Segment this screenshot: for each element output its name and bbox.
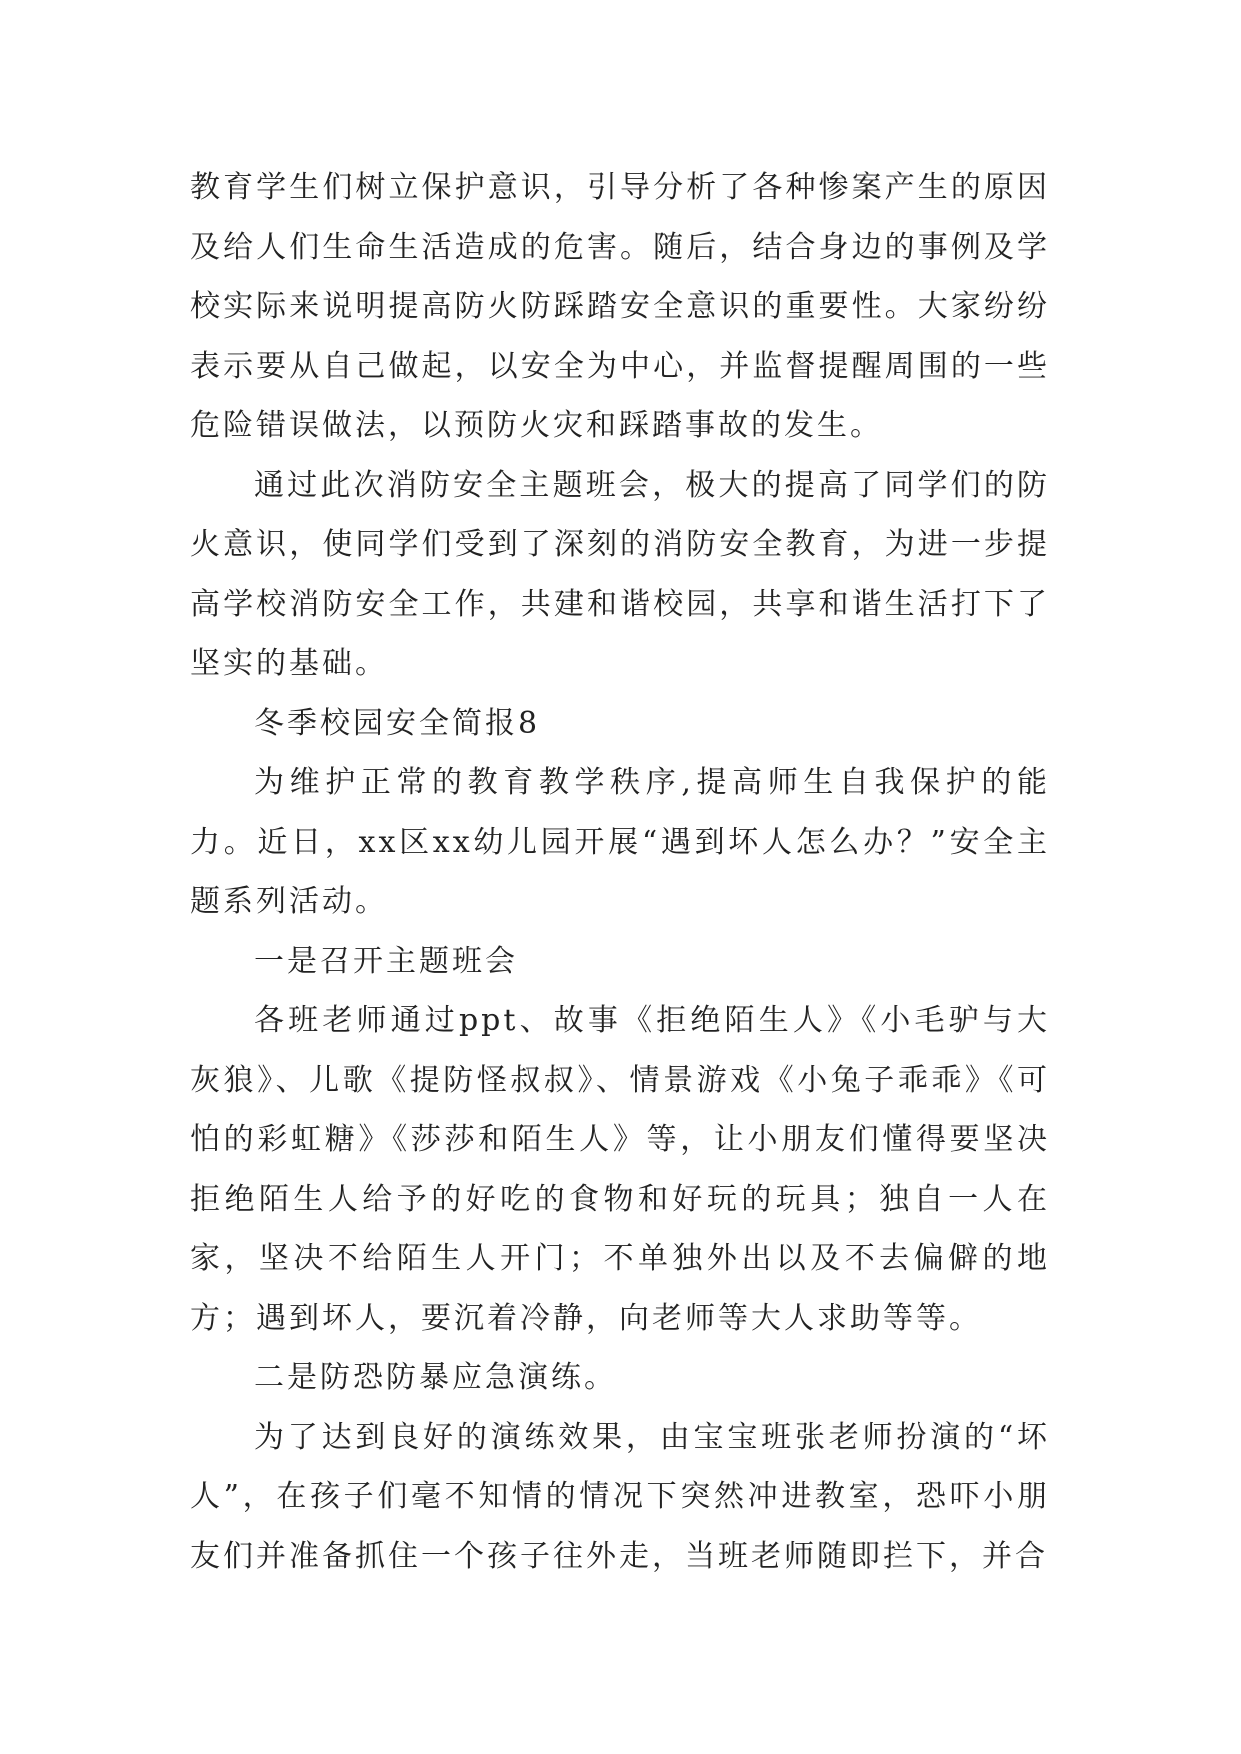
section-heading: 冬季校园安全简报8	[254, 705, 541, 741]
section-heading: 二是防恐防暴应急演练。	[254, 1360, 617, 1395]
paragraph: 通过此次消防安全主题班会，极大的提高了同学们的防火意识，使同学们受到了深刻的消防安全教育，为进一步提高学校消防安全工作，共建和谐校园，共享和谐生活打下了坚实的基础。	[190, 467, 1050, 681]
paragraph: 为维护正常的教育教学秩序,提高师生自我保护的能力。近日，xx区xx幼儿园开展“遇到坏人怎么办？”安全主题系列活动。	[190, 765, 1050, 919]
paragraph: 各班老师通过ppt、故事《拒绝陌生人》《小毛驴与大灰狼》、儿歌《提防怪叔叔》、情景游戏《小兔子乖乖》《可怕的彩虹糖》《莎莎和陌生人》等，让小朋友们懂得要坚决拒绝陌生人给予的好吃的食物和好玩的玩具；独自一人在家，坚决不给陌生人开门；不单独外出以及不去偏僻的地方；遇到坏人，要沉着冷静，向老师等大人求助等等。	[190, 1003, 1050, 1336]
paragraph: 为了达到良好的演练效果，由宝宝班张老师扮演的“坏人”，在孩子们毫不知情的情况下突然冲进教室，恐吓小朋友们并准备抓住一个孩子往外走，当班老师随即拦下，并合	[190, 1419, 1050, 1574]
paragraph: 教育学生们树立保护意识，引导分析了各种惨案产生的原因及给人们生命生活造成的危害。随后，结合身边的事例及学校实际来说明提高防火防踩踏安全意识的重要性。大家纷纷表示要从自己做起，以安全为中心，并监督提醒周围的一些危险错误做法，以预防火灾和踩踏事故的发生。	[190, 170, 1050, 443]
section-heading: 一是召开主题班会	[254, 943, 518, 979]
document-body	[190, 158, 1050, 1586]
